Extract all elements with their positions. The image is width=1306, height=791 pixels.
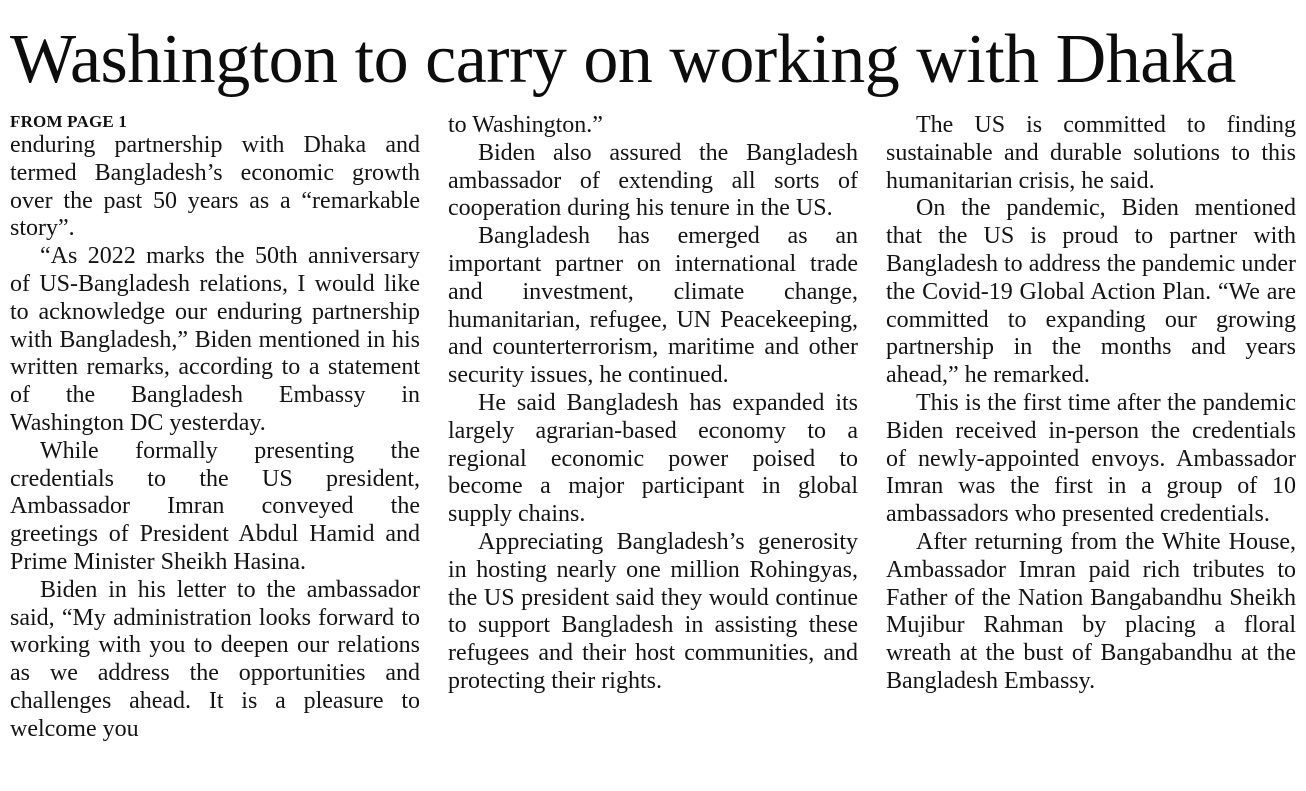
paragraph: Biden also assured the Bangladesh ambassador of extending all sorts of cooperation during his tenure in the US. bbox=[448, 139, 858, 222]
paragraph: Appreciating Bangladesh’s generosity in hosting nearly one million Rohingyas, the US president said they would continue to support Bangladesh in assisting these refugees and their host communities, and protecting their rights. bbox=[448, 528, 858, 694]
article-column-2 bbox=[448, 112, 858, 696]
paragraph: “As 2022 marks the 50th anniversary of US-Bangladesh relations, I would like to acknowledge our enduring partnership with Bangladesh,” Biden mentioned in his written remarks, according to a statement of the Bangladesh Embassy in Washington DC yesterday. bbox=[10, 243, 420, 436]
paragraph: On the pandemic, Biden mentioned that the US is proud to partner with Bangladesh to address the pandemic under the Covid-19 Global Action Plan. “We are committed to expanding our growing partnership in the months and years ahead,” he remarked. bbox=[886, 195, 1296, 389]
headline: Washington to carry on working with Dhaka bbox=[10, 21, 1236, 98]
paragraph: to Washington.” bbox=[448, 112, 603, 138]
paragraph: This is the first time after the pandemic Biden received in-person the credentials of newly-appointed envoys. Ambassador Imran was the first in a group of 10 ambassadors who presented credentials. bbox=[886, 389, 1296, 528]
kicker-from-page-1: FROM PAGE 1 bbox=[10, 112, 128, 131]
article-column-3 bbox=[886, 112, 1296, 696]
article-column-1 bbox=[10, 112, 420, 744]
paragraph: While formally presenting the credentials to the US president, Ambassador Imran conveyed the greetings of President Abdul Hamid and Prime Minister Sheikh Hasina. bbox=[10, 437, 420, 575]
paragraph: Biden in his letter to the ambassador said, “My administration looks forward to working with you to deepen our relations as we address the opportunities and challenges ahead. It is a pleasure to welcome you bbox=[10, 576, 420, 742]
paragraph: He said Bangladesh has expanded its largely agrarian-based economy to a regional economic power poised to become a major participant in global supply chains. bbox=[448, 389, 858, 528]
paragraph: The US is committed to finding sustainable and durable solutions to this humanitarian crisis, he said. bbox=[886, 112, 1296, 194]
paragraph: enduring partnership with Dhaka and termed Bangladesh’s economic growth over the past 50 years as a “remarkable story”. bbox=[10, 132, 420, 242]
paragraph: Bangladesh has emerged as an important partner on international trade and investment, climate change, humanitarian, refugee, UN Peacekeeping, and counterterrorism, maritime and other security issues, he continued. bbox=[448, 223, 858, 389]
paragraph: After returning from the White House, Ambassador Imran paid rich tributes to Father of the Nation Bangabandhu Sheikh Mujibur Rahman by placing a floral wreath at the bust of Bangabandhu at the Bangladesh Embassy. bbox=[886, 528, 1296, 694]
